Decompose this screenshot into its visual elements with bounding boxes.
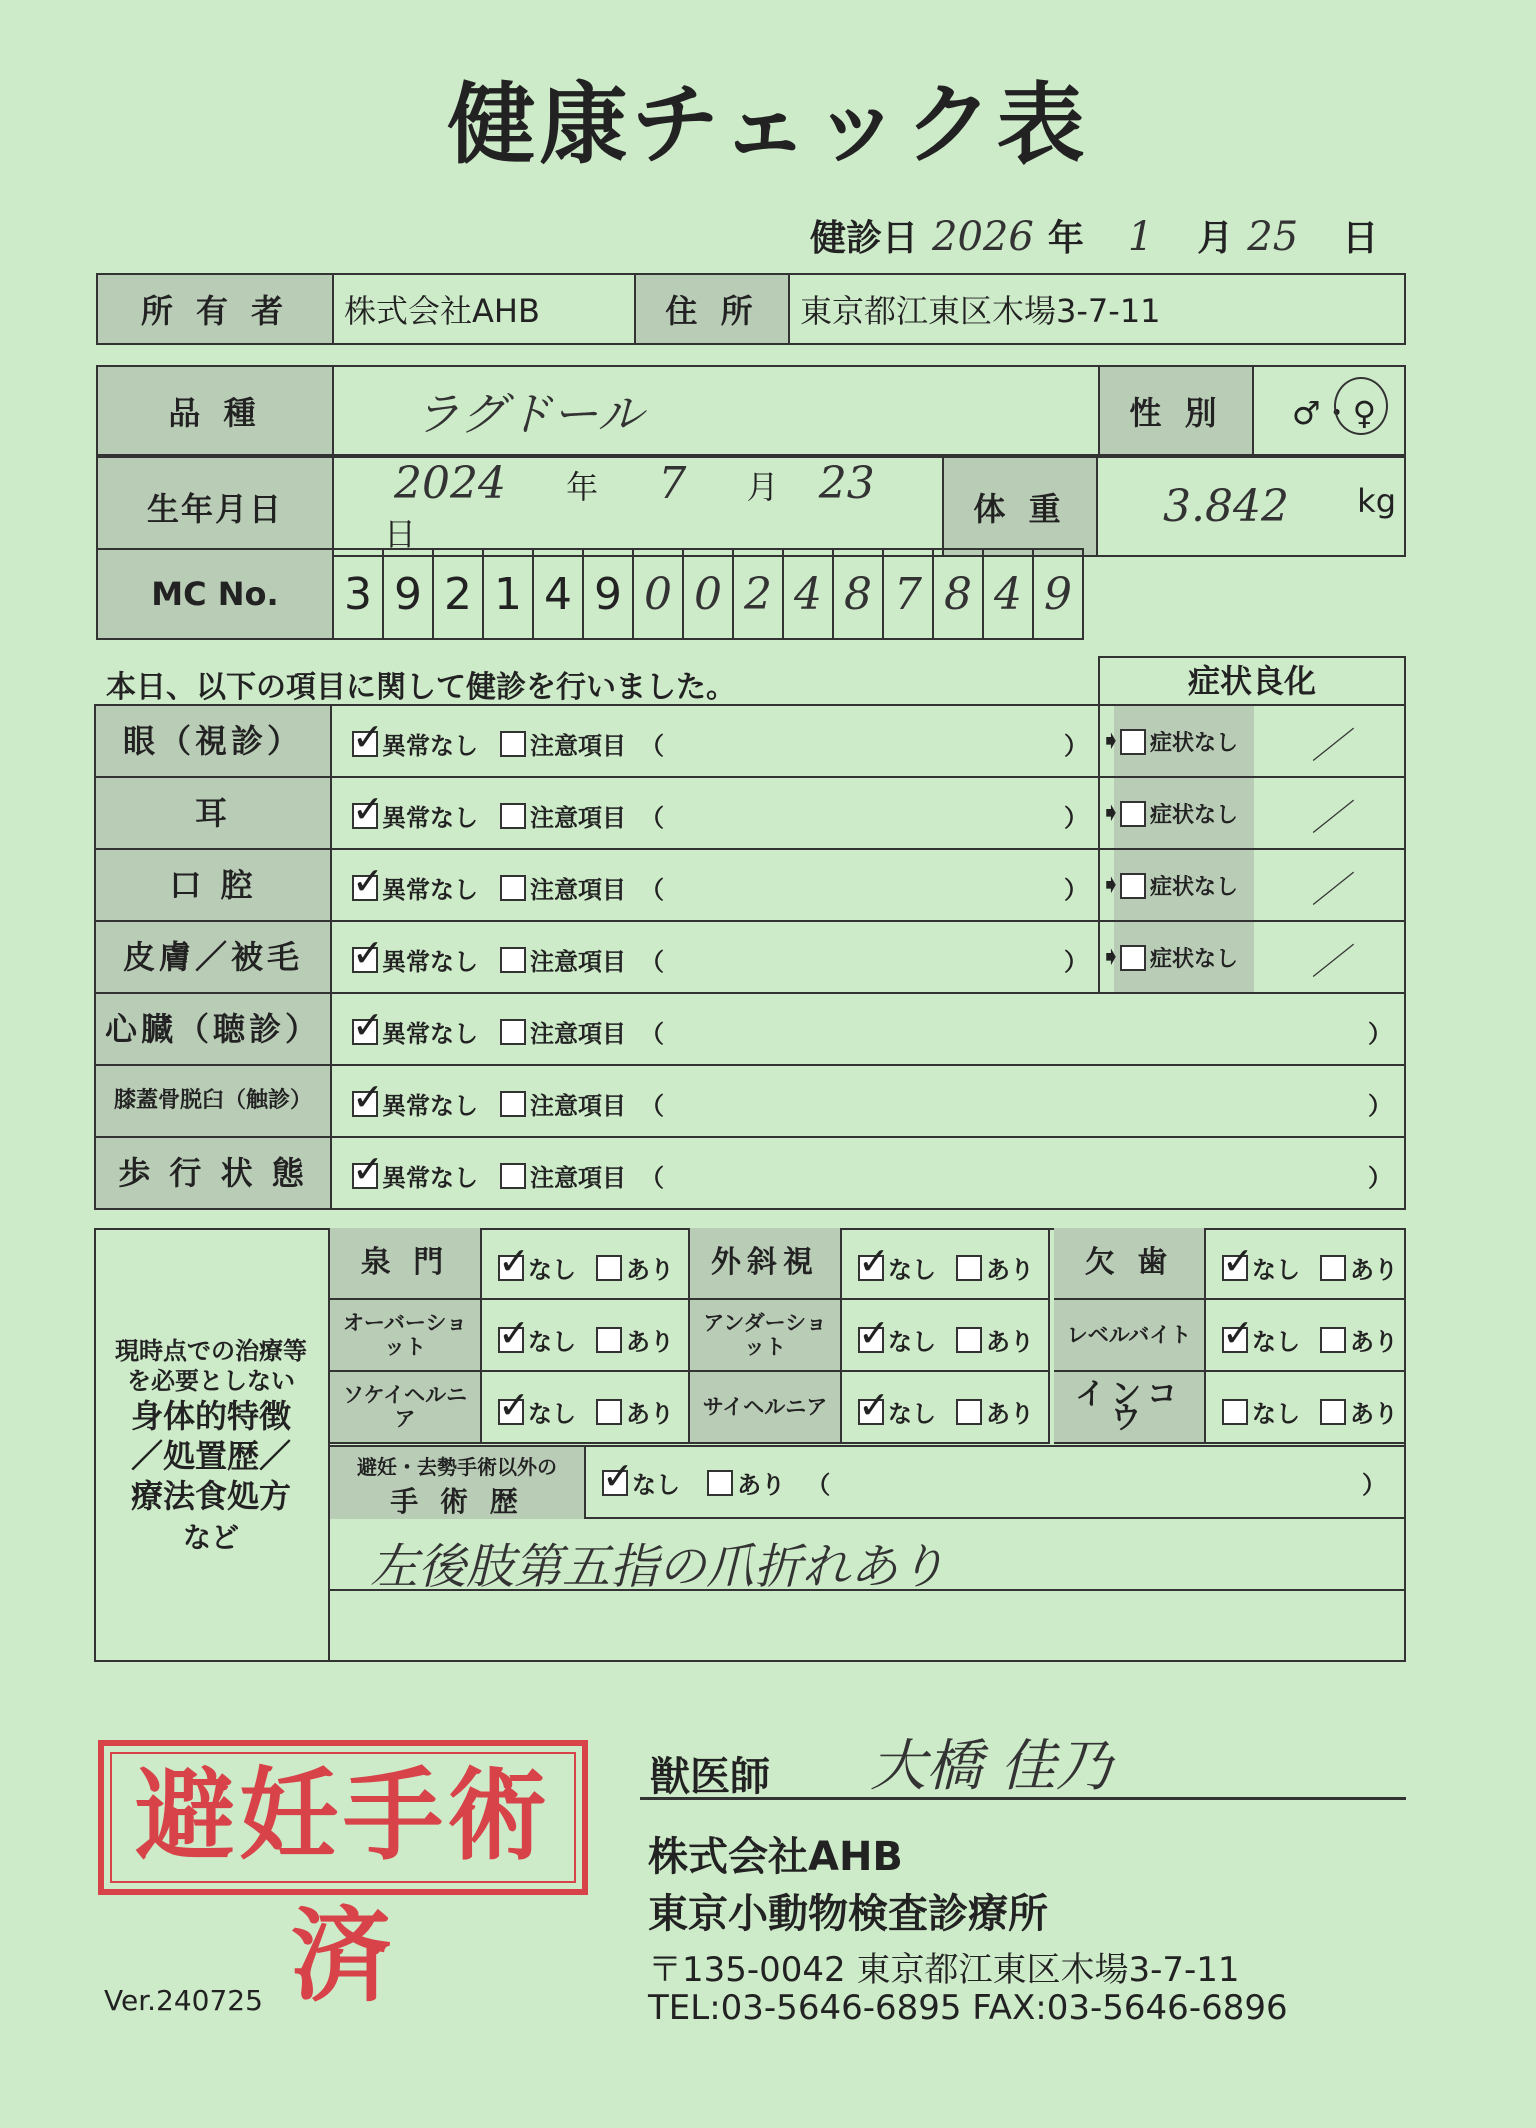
feature-cell xyxy=(330,1228,690,1300)
sex-label: 性 別 xyxy=(1099,366,1253,455)
version: Ver.240725 xyxy=(104,1984,263,2017)
paren-close: ） xyxy=(1368,1092,1392,1120)
mc-digit: 0 xyxy=(633,549,683,639)
features-note: 左後肢第五指の爪折れあり xyxy=(370,1539,947,1595)
feature-yes-label: あり xyxy=(986,1400,1034,1428)
mc-digit: 8 xyxy=(833,549,883,639)
feature-label: 外斜視 xyxy=(690,1228,842,1298)
exam-row-options xyxy=(352,1158,664,1193)
normal-checkbox[interactable] xyxy=(352,1019,378,1045)
clinic-address: 〒135-0042 東京都江東区木場3-7-11 xyxy=(648,1950,1240,1990)
normal-checkbox[interactable] xyxy=(352,731,378,757)
caution-label: 注意項目 xyxy=(530,876,626,904)
exam-row-label: 心臓（聴診） xyxy=(96,994,332,1064)
feature-yes-checkbox[interactable] xyxy=(1320,1399,1346,1425)
caution-checkbox[interactable] xyxy=(500,1091,526,1117)
caution-label: 注意項目 xyxy=(530,1092,626,1120)
symptom-none-checkbox[interactable] xyxy=(1120,729,1146,755)
feature-yes-label: あり xyxy=(626,1400,674,1428)
surgery-options xyxy=(602,1465,830,1500)
feature-yes-label: あり xyxy=(626,1256,674,1284)
weight-unit: kg xyxy=(1357,482,1396,520)
feature-yes-label: あり xyxy=(986,1328,1034,1356)
clinic-company: 株式会社AHB xyxy=(648,1834,903,1880)
mc-digit: 4 xyxy=(983,549,1033,639)
sex-options-text: ♂・♀ xyxy=(1291,393,1377,432)
slash-mark: ／ xyxy=(1312,870,1349,911)
feature-none-label: なし xyxy=(888,1400,936,1428)
vet-name: 大橋 佳乃 xyxy=(870,1734,1112,1799)
birth-day: 23 xyxy=(818,458,875,509)
exam-row-options xyxy=(352,870,664,905)
improve-header: 症状良化 xyxy=(1098,656,1406,704)
mc-digit: 9 xyxy=(1033,549,1083,639)
symptom-cell xyxy=(1114,778,1254,848)
exam-row-options xyxy=(352,1014,664,1049)
features-side xyxy=(94,1228,330,1662)
caution-label: 注意項目 xyxy=(530,1020,626,1048)
feature-cell xyxy=(1054,1228,1406,1300)
arrow-icon: ➧ xyxy=(1100,870,1122,900)
caution-label: 注意項目 xyxy=(530,804,626,832)
weight-value xyxy=(1097,457,1405,556)
feature-label: 欠 歯 xyxy=(1054,1228,1206,1298)
form-title: 健康チェック表 xyxy=(447,73,1089,176)
mc-digit: 3 xyxy=(333,549,383,639)
mc-digit: 7 xyxy=(883,549,933,639)
improve-cell xyxy=(1098,922,1406,992)
symptom-none-checkbox[interactable] xyxy=(1120,801,1146,827)
surgery-paren-open: （ xyxy=(806,1471,831,1499)
feature-yes-checkbox[interactable] xyxy=(596,1327,622,1353)
clinic-contact: TEL:03-5646-6895 FAX:03-5646-6896 xyxy=(648,1988,1288,2028)
feature-none-checkbox[interactable] xyxy=(858,1255,884,1281)
birth-value xyxy=(333,457,943,556)
feature-label: インコウ xyxy=(1054,1372,1206,1442)
surgery-label-cell xyxy=(330,1447,586,1519)
features-side-big: 身体的特徴／処置歴／療法食処方 xyxy=(130,1397,291,1515)
features-side-small: 現時点での治療等を必要としない xyxy=(115,1337,307,1395)
symptom-cell xyxy=(1114,706,1254,776)
exam-row xyxy=(94,848,1406,922)
exam-month-unit: 月 xyxy=(1197,218,1234,259)
exam-day: 25 xyxy=(1247,214,1299,260)
feature-options xyxy=(498,1250,674,1285)
mc-digit: 9 xyxy=(383,549,433,639)
exam-row xyxy=(94,776,1406,850)
caution-checkbox[interactable] xyxy=(500,1019,526,1045)
caution-label: 注意項目 xyxy=(530,1164,626,1192)
feature-cell xyxy=(330,1300,690,1372)
normal-checkbox[interactable] xyxy=(352,875,378,901)
feature-none-checkbox[interactable] xyxy=(498,1399,524,1425)
caution-checkbox[interactable] xyxy=(500,731,526,757)
paren-close: ） xyxy=(1064,804,1088,832)
exam-month: 1 xyxy=(1127,214,1154,260)
mc-digit: 1 xyxy=(483,549,533,639)
surgery-paren-close: ） xyxy=(1362,1471,1386,1499)
surgery-label: 手 術 歴 xyxy=(390,1485,524,1518)
feature-options xyxy=(1222,1394,1398,1429)
paren-open: （ xyxy=(640,1020,664,1048)
feature-none-label: なし xyxy=(1252,1400,1300,1428)
normal-checkbox[interactable] xyxy=(352,947,378,973)
slash-mark: ／ xyxy=(1312,942,1349,983)
surgery-small-label: 避妊・去勢手術以外の xyxy=(357,1455,557,1479)
exam-year-unit: 年 xyxy=(1047,218,1084,259)
weight-number: 3.842 xyxy=(1163,481,1289,532)
caution-label: 注意項目 xyxy=(530,732,626,760)
paren-open: （ xyxy=(640,1164,664,1192)
clinic-name: 東京小動物検査診療所 xyxy=(648,1891,1048,1937)
mc-digit: 9 xyxy=(583,549,633,639)
normal-label: 異常なし xyxy=(382,732,478,760)
feature-options xyxy=(1222,1322,1398,1357)
weight-label: 体 重 xyxy=(943,457,1097,556)
surgery-row xyxy=(330,1445,1406,1519)
normal-label: 異常なし xyxy=(382,1164,478,1192)
surgery-yes-label: あり xyxy=(737,1471,786,1499)
symptom-none-label: 症状なし xyxy=(1150,803,1239,828)
feature-options xyxy=(858,1250,1034,1285)
feature-none-label: なし xyxy=(528,1328,576,1356)
exam-row-label: 耳 xyxy=(96,778,332,848)
caution-checkbox[interactable] xyxy=(500,947,526,973)
spay-stamp: 避妊手術済 xyxy=(98,1740,588,1895)
exam-row-options xyxy=(352,726,664,761)
paren-close: ） xyxy=(1368,1164,1392,1192)
exam-row-label: 眼（視診） xyxy=(96,706,332,776)
feature-none-checkbox[interactable] xyxy=(498,1327,524,1353)
feature-label: アンダーショット xyxy=(690,1300,842,1370)
mc-table xyxy=(96,548,1084,640)
owner-label: 所 有 者 xyxy=(97,274,333,344)
exam-day-unit: 日 xyxy=(1342,218,1379,259)
feature-none-checkbox[interactable] xyxy=(498,1255,524,1281)
feature-none-label: なし xyxy=(888,1328,936,1356)
feature-yes-checkbox[interactable] xyxy=(1320,1255,1346,1281)
slash-mark: ／ xyxy=(1312,726,1349,767)
exam-row-options xyxy=(352,942,664,977)
mc-digit: 4 xyxy=(533,549,583,639)
address-label: 住 所 xyxy=(635,274,789,344)
improve-cell xyxy=(1098,778,1406,848)
paren-close: ） xyxy=(1368,1020,1392,1048)
feature-yes-label: あり xyxy=(986,1256,1034,1284)
exam-row-options xyxy=(352,1086,664,1121)
paren-open: （ xyxy=(640,732,664,760)
feature-label: レベルバイト xyxy=(1054,1300,1206,1370)
female-circle-mark xyxy=(1334,377,1388,435)
caution-label: 注意項目 xyxy=(530,948,626,976)
vet-label: 獣医師 xyxy=(650,1754,770,1800)
exam-row xyxy=(94,1136,1406,1210)
caution-checkbox[interactable] xyxy=(500,875,526,901)
symptom-cell xyxy=(1114,850,1254,920)
symptom-none-label: 症状なし xyxy=(1150,731,1239,756)
normal-label: 異常なし xyxy=(382,1092,478,1120)
exam-row xyxy=(94,920,1406,994)
surgery-none-checkbox[interactable] xyxy=(602,1470,628,1496)
features-note-divider xyxy=(330,1589,1406,1591)
birth-month: 7 xyxy=(658,458,687,509)
exam-row xyxy=(94,704,1406,778)
arrow-icon: ➧ xyxy=(1100,942,1122,972)
feature-label: ソケイヘルニア xyxy=(330,1372,482,1442)
feature-cell xyxy=(690,1300,1050,1372)
exam-row-label: 皮膚／被毛 xyxy=(96,922,332,992)
arrow-icon: ➧ xyxy=(1100,798,1122,828)
exam-row-label: 口 腔 xyxy=(96,850,332,920)
symptom-none-label: 症状なし xyxy=(1150,875,1239,900)
birth-year: 2024 xyxy=(394,458,506,509)
paren-open: （ xyxy=(640,804,664,832)
exam-date xyxy=(810,210,1378,261)
feature-yes-checkbox[interactable] xyxy=(956,1255,982,1281)
normal-checkbox[interactable] xyxy=(352,1163,378,1189)
mc-digit: 0 xyxy=(683,549,733,639)
feature-cell xyxy=(330,1372,690,1444)
feature-cell xyxy=(690,1372,1050,1444)
mc-digit: 8 xyxy=(933,549,983,639)
sex-options xyxy=(1253,366,1405,455)
normal-label: 異常なし xyxy=(382,948,478,976)
birth-month-unit: 月 xyxy=(746,468,779,506)
feature-yes-label: あり xyxy=(1350,1328,1398,1356)
feature-options xyxy=(498,1394,674,1429)
normal-label: 異常なし xyxy=(382,1020,478,1048)
feature-cell xyxy=(1054,1372,1406,1444)
feature-options xyxy=(1222,1250,1398,1285)
feature-none-checkbox[interactable] xyxy=(1222,1255,1248,1281)
mc-digit: 4 xyxy=(783,549,833,639)
feature-cell xyxy=(1054,1300,1406,1372)
feature-none-label: なし xyxy=(1252,1256,1300,1284)
feature-yes-label: あり xyxy=(1350,1400,1398,1428)
birth-year-unit: 年 xyxy=(566,468,599,506)
owner-value: 株式会社AHB xyxy=(333,274,635,344)
vet-signature-line xyxy=(640,1797,1406,1800)
feature-yes-checkbox[interactable] xyxy=(956,1327,982,1353)
birth-label: 生年月日 xyxy=(97,457,333,556)
feature-options xyxy=(858,1394,1034,1429)
feature-none-checkbox[interactable] xyxy=(1222,1399,1248,1425)
exam-date-label: 健診日 xyxy=(810,218,919,259)
normal-checkbox[interactable] xyxy=(352,1091,378,1117)
surgery-none-label: なし xyxy=(632,1471,680,1499)
birth-day-unit: 日 xyxy=(384,515,417,553)
paren-open: （ xyxy=(640,876,664,904)
mc-label: MC No. xyxy=(97,549,333,639)
surgery-yes-checkbox[interactable] xyxy=(707,1470,733,1496)
normal-label: 異常なし xyxy=(382,876,478,904)
feature-yes-checkbox[interactable] xyxy=(596,1399,622,1425)
caution-checkbox[interactable] xyxy=(500,803,526,829)
exam-row xyxy=(94,992,1406,1066)
exam-row-label: 膝蓋骨脱臼（触診） xyxy=(96,1066,332,1136)
feature-none-checkbox[interactable] xyxy=(1222,1327,1248,1353)
mc-digit: 2 xyxy=(433,549,483,639)
slash-mark: ／ xyxy=(1312,798,1349,839)
feature-options xyxy=(858,1322,1034,1357)
breed-label: 品 種 xyxy=(97,366,333,455)
owner-table xyxy=(96,273,1406,345)
birth-table xyxy=(96,456,1406,557)
breed-table xyxy=(96,365,1406,456)
paren-close: ） xyxy=(1064,948,1088,976)
symptom-none-checkbox[interactable] xyxy=(1120,873,1146,899)
exam-row xyxy=(94,1064,1406,1138)
arrow-icon: ➧ xyxy=(1100,726,1122,756)
paren-open: （ xyxy=(640,948,664,976)
paren-close: ） xyxy=(1064,732,1088,760)
exam-year: 2026 xyxy=(932,214,1034,260)
normal-checkbox[interactable] xyxy=(352,803,378,829)
feature-label: 泉 門 xyxy=(330,1228,482,1298)
feature-yes-checkbox[interactable] xyxy=(1320,1327,1346,1353)
feature-none-checkbox[interactable] xyxy=(858,1399,884,1425)
feature-none-checkbox[interactable] xyxy=(858,1327,884,1353)
exam-row-options xyxy=(352,798,664,833)
mc-digit: 2 xyxy=(733,549,783,639)
feature-options xyxy=(498,1322,674,1357)
feature-cell xyxy=(690,1228,1050,1300)
symptom-none-checkbox[interactable] xyxy=(1120,945,1146,971)
improve-cell xyxy=(1098,706,1406,776)
feature-label: サイヘルニア xyxy=(690,1372,842,1442)
symptom-cell xyxy=(1114,922,1254,992)
improve-cell xyxy=(1098,850,1406,920)
features-side-tail: など xyxy=(182,1521,239,1554)
feature-none-label: なし xyxy=(528,1400,576,1428)
exam-row-label: 歩 行 状 態 xyxy=(96,1138,332,1208)
breed-value: ラグドール xyxy=(333,366,1099,455)
caution-checkbox[interactable] xyxy=(500,1163,526,1189)
feature-none-label: なし xyxy=(888,1256,936,1284)
feature-yes-checkbox[interactable] xyxy=(956,1399,982,1425)
exam-intro: 本日、以下の項目に関して健診を行いました。 xyxy=(106,670,736,705)
paren-close: ） xyxy=(1064,876,1088,904)
feature-yes-checkbox[interactable] xyxy=(596,1255,622,1281)
feature-label: オーバーショット xyxy=(330,1300,482,1370)
symptom-none-label: 症状なし xyxy=(1150,947,1239,972)
feature-yes-label: あり xyxy=(1350,1256,1398,1284)
feature-none-label: なし xyxy=(528,1256,576,1284)
feature-yes-label: あり xyxy=(626,1328,674,1356)
feature-none-label: なし xyxy=(1252,1328,1300,1356)
normal-label: 異常なし xyxy=(382,804,478,832)
paren-open: （ xyxy=(640,1092,664,1120)
address-value: 東京都江東区木場3-7-11 xyxy=(789,274,1405,344)
